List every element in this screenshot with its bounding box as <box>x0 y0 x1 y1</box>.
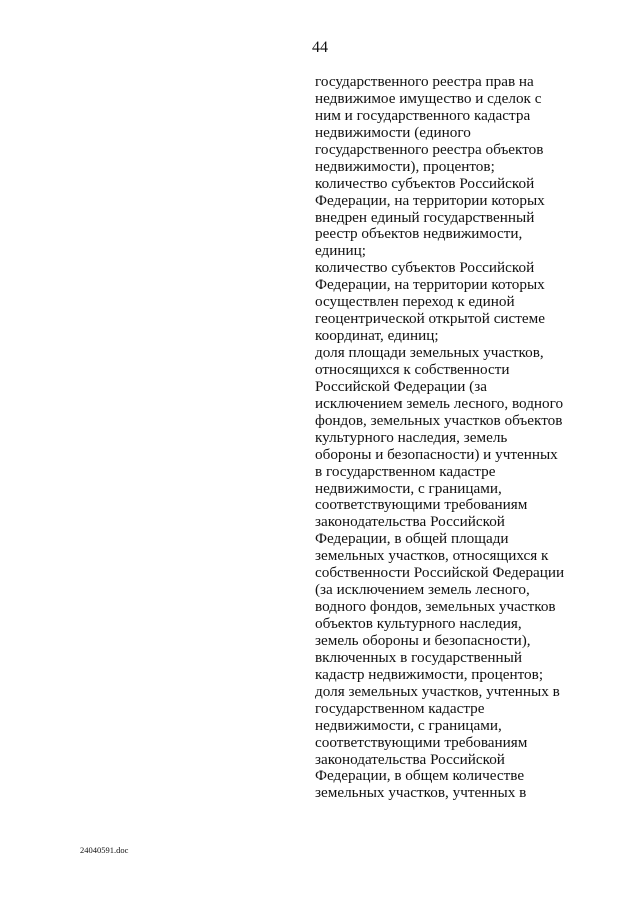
text-line: включенных в государственный <box>315 648 522 666</box>
text-line: обороны и безопасности) и учтенных <box>315 445 558 463</box>
text-line: фондов, земельных участков объектов <box>315 411 563 429</box>
text-line: исключением земель лесного, водного <box>315 394 564 412</box>
text-line: недвижимости, с границами, <box>315 716 502 734</box>
text-line: недвижимости), процентов; <box>315 157 495 175</box>
text-line: Российской Федерации (за <box>315 377 487 395</box>
text-line: недвижимости, с границами, <box>315 479 502 497</box>
text-line: земельных участков, относящихся к <box>315 547 549 565</box>
body-text <box>315 74 625 802</box>
text-line: Федерации, на территории которых <box>315 191 545 209</box>
text-line: (за исключением земель лесного, <box>315 581 530 599</box>
text-line: собственности Российской Федерации <box>315 564 565 582</box>
text-line: государственного реестра объектов <box>315 140 544 158</box>
text-line: кадастр недвижимости, процентов; <box>315 665 544 683</box>
text-line: координат, единиц; <box>315 327 439 345</box>
text-line: объектов культурного наследия, <box>315 615 522 632</box>
text-line: доля площади земельных участков, <box>315 344 544 361</box>
text-line: осуществлен переход к единой <box>315 293 515 311</box>
text-line: геоцентрической открытой системе <box>315 310 546 328</box>
text-line: Федерации, в общей площади <box>315 530 509 548</box>
text-line: Федерации, в общем количестве <box>315 767 525 785</box>
text-line: недвижимое имущество и сделок с <box>315 89 542 107</box>
text-line: внедрен единый государственный <box>315 208 535 226</box>
text-line: Федерации, на территории которых <box>315 276 545 294</box>
footer-file-name: 24040591.doc <box>80 845 129 855</box>
text-line: государственном кадастре <box>315 699 485 717</box>
text-line: недвижимости (единого <box>315 123 471 141</box>
text-line: государственного реестра прав на <box>315 73 534 90</box>
text-line: законодательства Российской <box>315 750 505 768</box>
text-line: доля земельных участков, учтенных в <box>315 682 560 700</box>
text-line: в государственном кадастре <box>315 462 496 480</box>
text-line: земельных участков, учтенных в <box>315 784 527 802</box>
text-line: относящихся к собственности <box>315 360 510 378</box>
text-line: культурного наследия, земель <box>315 428 508 446</box>
text-line: соответствующими требованиям <box>315 496 528 514</box>
text-line: количество субъектов Российской <box>315 174 535 192</box>
text-line: ним и государственного кадастра <box>315 106 531 124</box>
text-line: земель обороны и безопасности), <box>315 631 531 649</box>
text-line: единиц; <box>315 242 366 260</box>
text-line: реестр объектов недвижимости, <box>315 225 523 243</box>
text-line: водного фондов, земельных участков <box>315 598 556 616</box>
text-line: законодательства Российской <box>315 513 505 531</box>
page-number: 44 <box>312 39 328 56</box>
text-line: количество субъектов Российской <box>315 259 535 277</box>
text-line: соответствующими требованиям <box>315 733 528 751</box>
